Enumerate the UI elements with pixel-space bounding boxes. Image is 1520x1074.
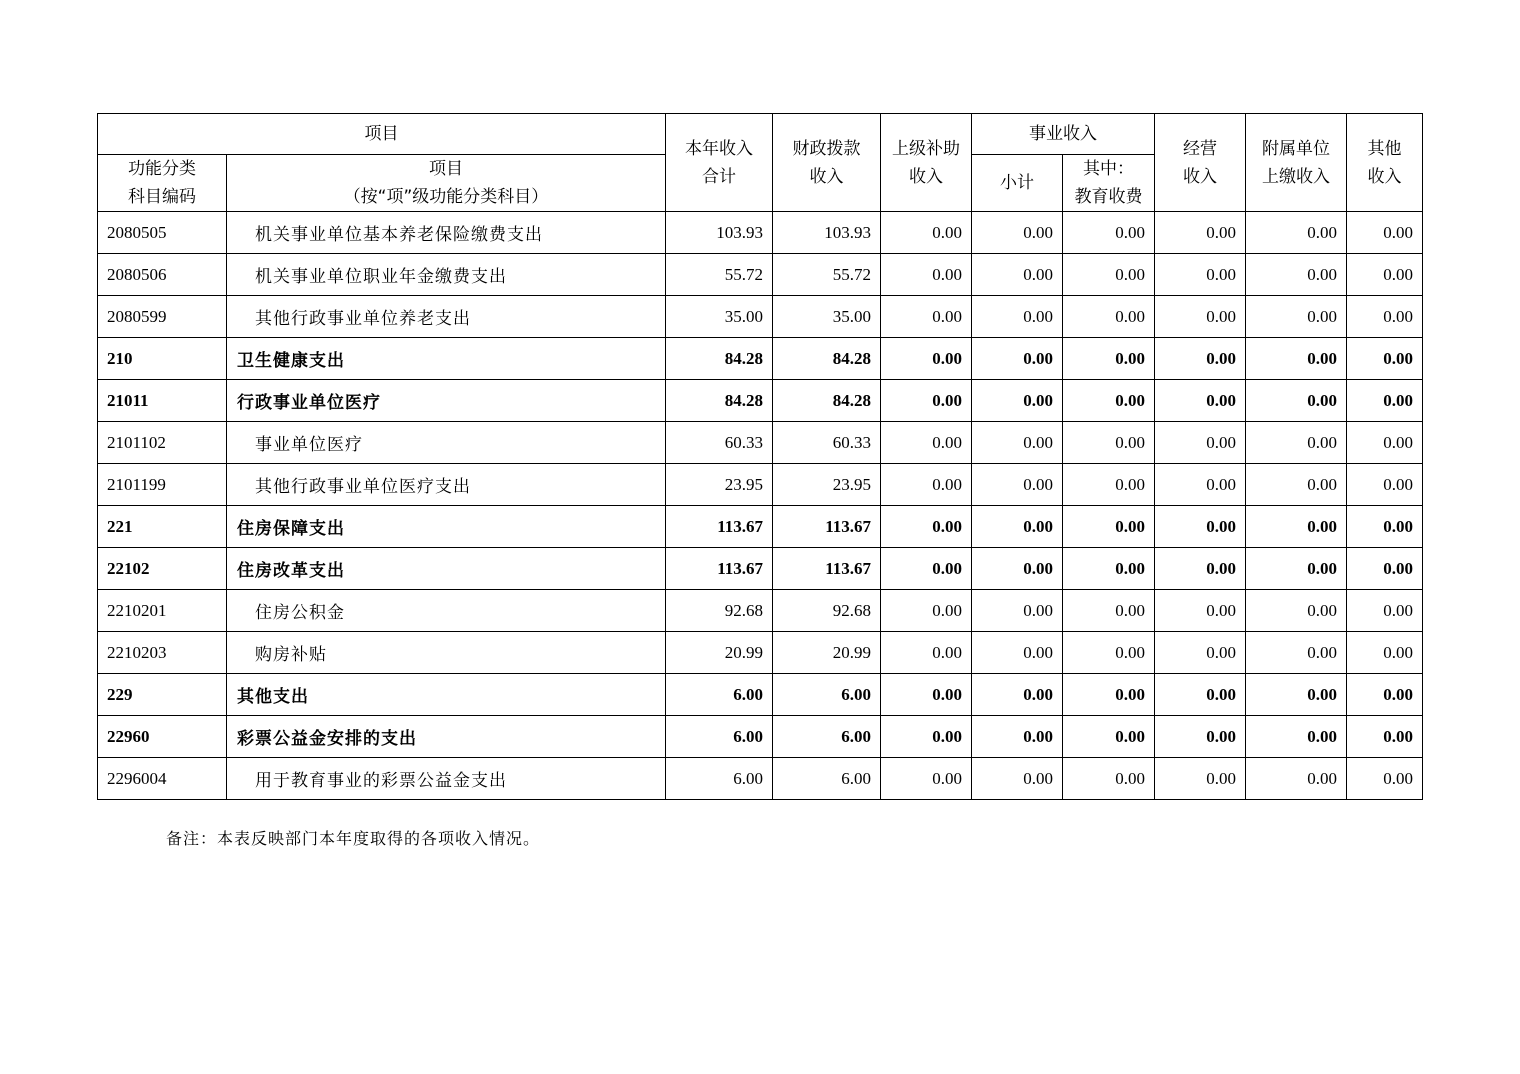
row-career-edu: 0.00	[1063, 212, 1155, 254]
row-affiliated: 0.00	[1246, 674, 1347, 716]
row-career-subtotal: 0.00	[972, 380, 1063, 422]
row-fiscal: 92.68	[773, 590, 881, 632]
table-row	[98, 674, 1423, 716]
row-career-edu: 0.00	[1063, 590, 1155, 632]
row-operating: 0.00	[1155, 212, 1246, 254]
row-affiliated: 0.00	[1246, 212, 1347, 254]
row-name: 机关事业单位基本养老保险缴费支出	[227, 212, 666, 254]
row-affiliated: 0.00	[1246, 464, 1347, 506]
row-code: 2101199	[98, 464, 227, 506]
row-name: 行政事业单位医疗	[227, 380, 666, 422]
row-affiliated: 0.00	[1246, 506, 1347, 548]
row-superior: 0.00	[881, 506, 972, 548]
row-code: 22960	[98, 716, 227, 758]
header-func-code: 功能分类 科目编码	[98, 155, 227, 212]
table-row	[98, 338, 1423, 380]
row-total: 55.72	[666, 254, 773, 296]
row-total: 20.99	[666, 632, 773, 674]
row-total: 84.28	[666, 380, 773, 422]
row-total: 6.00	[666, 716, 773, 758]
row-total: 92.68	[666, 590, 773, 632]
row-total: 103.93	[666, 212, 773, 254]
header-project: 项目	[98, 114, 666, 155]
table-row	[98, 380, 1423, 422]
row-code: 2080599	[98, 296, 227, 338]
table-row	[98, 296, 1423, 338]
row-superior: 0.00	[881, 380, 972, 422]
row-superior: 0.00	[881, 548, 972, 590]
row-career-subtotal: 0.00	[972, 590, 1063, 632]
row-code: 21011	[98, 380, 227, 422]
row-code: 210	[98, 338, 227, 380]
row-operating: 0.00	[1155, 758, 1246, 800]
row-career-edu: 0.00	[1063, 254, 1155, 296]
row-name: 住房公积金	[227, 590, 666, 632]
row-other: 0.00	[1347, 506, 1423, 548]
row-code: 2296004	[98, 758, 227, 800]
row-total: 60.33	[666, 422, 773, 464]
table-row	[98, 590, 1423, 632]
row-other: 0.00	[1347, 212, 1423, 254]
header-operating: 经营 收入	[1155, 114, 1246, 212]
row-career-subtotal: 0.00	[972, 338, 1063, 380]
table-row	[98, 716, 1423, 758]
row-career-edu: 0.00	[1063, 380, 1155, 422]
header-item: 项目 （按“项”级功能分类科目）	[227, 155, 666, 212]
row-other: 0.00	[1347, 464, 1423, 506]
row-career-edu: 0.00	[1063, 632, 1155, 674]
row-fiscal: 60.33	[773, 422, 881, 464]
row-fiscal: 103.93	[773, 212, 881, 254]
row-affiliated: 0.00	[1246, 296, 1347, 338]
row-name: 其他行政事业单位医疗支出	[227, 464, 666, 506]
row-other: 0.00	[1347, 338, 1423, 380]
row-operating: 0.00	[1155, 632, 1246, 674]
row-operating: 0.00	[1155, 590, 1246, 632]
row-superior: 0.00	[881, 338, 972, 380]
row-career-edu: 0.00	[1063, 296, 1155, 338]
row-superior: 0.00	[881, 464, 972, 506]
row-fiscal: 6.00	[773, 674, 881, 716]
row-other: 0.00	[1347, 548, 1423, 590]
row-code: 2210201	[98, 590, 227, 632]
row-superior: 0.00	[881, 212, 972, 254]
row-career-subtotal: 0.00	[972, 716, 1063, 758]
row-fiscal: 84.28	[773, 380, 881, 422]
header-career-edu: 其中： 教育收费	[1063, 155, 1155, 212]
row-operating: 0.00	[1155, 254, 1246, 296]
row-superior: 0.00	[881, 632, 972, 674]
row-name: 其他支出	[227, 674, 666, 716]
row-career-subtotal: 0.00	[972, 464, 1063, 506]
row-total: 113.67	[666, 548, 773, 590]
row-career-subtotal: 0.00	[972, 212, 1063, 254]
row-career-edu: 0.00	[1063, 716, 1155, 758]
header-row-top	[98, 114, 1423, 155]
row-name: 机关事业单位职业年金缴费支出	[227, 254, 666, 296]
row-affiliated: 0.00	[1246, 548, 1347, 590]
row-code: 22102	[98, 548, 227, 590]
row-fiscal: 113.67	[773, 506, 881, 548]
table-row	[98, 506, 1423, 548]
row-code: 2080505	[98, 212, 227, 254]
row-operating: 0.00	[1155, 296, 1246, 338]
row-total: 113.67	[666, 506, 773, 548]
row-superior: 0.00	[881, 590, 972, 632]
row-code: 2080506	[98, 254, 227, 296]
row-affiliated: 0.00	[1246, 590, 1347, 632]
row-operating: 0.00	[1155, 716, 1246, 758]
row-superior: 0.00	[881, 296, 972, 338]
row-operating: 0.00	[1155, 548, 1246, 590]
row-fiscal: 84.28	[773, 338, 881, 380]
row-fiscal: 23.95	[773, 464, 881, 506]
row-total: 6.00	[666, 674, 773, 716]
row-superior: 0.00	[881, 716, 972, 758]
row-name: 用于教育事业的彩票公益金支出	[227, 758, 666, 800]
row-affiliated: 0.00	[1246, 338, 1347, 380]
table-row	[98, 212, 1423, 254]
header-affiliated: 附属单位 上缴收入	[1246, 114, 1347, 212]
row-affiliated: 0.00	[1246, 422, 1347, 464]
header-total: 本年收入 合计	[666, 114, 773, 212]
row-operating: 0.00	[1155, 464, 1246, 506]
header-career-subtotal: 小计	[972, 155, 1063, 212]
row-name: 住房保障支出	[227, 506, 666, 548]
row-affiliated: 0.00	[1246, 758, 1347, 800]
row-operating: 0.00	[1155, 506, 1246, 548]
row-career-edu: 0.00	[1063, 506, 1155, 548]
table-note: 备注：本表反映部门本年度取得的各项收入情况。	[166, 829, 541, 848]
row-superior: 0.00	[881, 674, 972, 716]
row-career-edu: 0.00	[1063, 758, 1155, 800]
row-total: 23.95	[666, 464, 773, 506]
row-affiliated: 0.00	[1246, 380, 1347, 422]
row-operating: 0.00	[1155, 338, 1246, 380]
row-career-subtotal: 0.00	[972, 422, 1063, 464]
row-other: 0.00	[1347, 632, 1423, 674]
table-row	[98, 632, 1423, 674]
row-career-edu: 0.00	[1063, 338, 1155, 380]
row-total: 84.28	[666, 338, 773, 380]
row-code: 221	[98, 506, 227, 548]
header-fiscal: 财政拨款 收入	[773, 114, 881, 212]
row-fiscal: 113.67	[773, 548, 881, 590]
table-row	[98, 422, 1423, 464]
row-code: 2101102	[98, 422, 227, 464]
row-name: 住房改革支出	[227, 548, 666, 590]
row-superior: 0.00	[881, 758, 972, 800]
row-career-subtotal: 0.00	[972, 758, 1063, 800]
row-career-subtotal: 0.00	[972, 674, 1063, 716]
row-other: 0.00	[1347, 422, 1423, 464]
header-career: 事业收入	[972, 114, 1155, 155]
row-other: 0.00	[1347, 590, 1423, 632]
header-other: 其他 收入	[1347, 114, 1423, 212]
row-career-subtotal: 0.00	[972, 506, 1063, 548]
table-body	[98, 212, 1423, 800]
row-career-edu: 0.00	[1063, 464, 1155, 506]
row-fiscal: 35.00	[773, 296, 881, 338]
row-career-subtotal: 0.00	[972, 632, 1063, 674]
row-operating: 0.00	[1155, 422, 1246, 464]
row-name: 事业单位医疗	[227, 422, 666, 464]
row-name: 购房补贴	[227, 632, 666, 674]
row-total: 35.00	[666, 296, 773, 338]
row-affiliated: 0.00	[1246, 254, 1347, 296]
row-fiscal: 55.72	[773, 254, 881, 296]
table-row	[98, 758, 1423, 800]
row-superior: 0.00	[881, 422, 972, 464]
table-row	[98, 254, 1423, 296]
row-career-edu: 0.00	[1063, 548, 1155, 590]
row-code: 229	[98, 674, 227, 716]
table-row	[98, 464, 1423, 506]
row-career-subtotal: 0.00	[972, 548, 1063, 590]
row-career-edu: 0.00	[1063, 422, 1155, 464]
row-fiscal: 20.99	[773, 632, 881, 674]
row-fiscal: 6.00	[773, 716, 881, 758]
row-other: 0.00	[1347, 716, 1423, 758]
row-affiliated: 0.00	[1246, 632, 1347, 674]
row-career-edu: 0.00	[1063, 674, 1155, 716]
income-table	[97, 113, 1423, 800]
row-affiliated: 0.00	[1246, 716, 1347, 758]
row-name: 彩票公益金安排的支出	[227, 716, 666, 758]
row-superior: 0.00	[881, 254, 972, 296]
row-operating: 0.00	[1155, 380, 1246, 422]
row-other: 0.00	[1347, 758, 1423, 800]
row-name: 其他行政事业单位养老支出	[227, 296, 666, 338]
row-career-subtotal: 0.00	[972, 296, 1063, 338]
table-row	[98, 548, 1423, 590]
header-superior: 上级补助 收入	[881, 114, 972, 212]
row-code: 2210203	[98, 632, 227, 674]
row-name: 卫生健康支出	[227, 338, 666, 380]
row-career-subtotal: 0.00	[972, 254, 1063, 296]
row-other: 0.00	[1347, 254, 1423, 296]
row-other: 0.00	[1347, 674, 1423, 716]
row-other: 0.00	[1347, 380, 1423, 422]
row-fiscal: 6.00	[773, 758, 881, 800]
row-other: 0.00	[1347, 296, 1423, 338]
row-operating: 0.00	[1155, 674, 1246, 716]
row-total: 6.00	[666, 758, 773, 800]
